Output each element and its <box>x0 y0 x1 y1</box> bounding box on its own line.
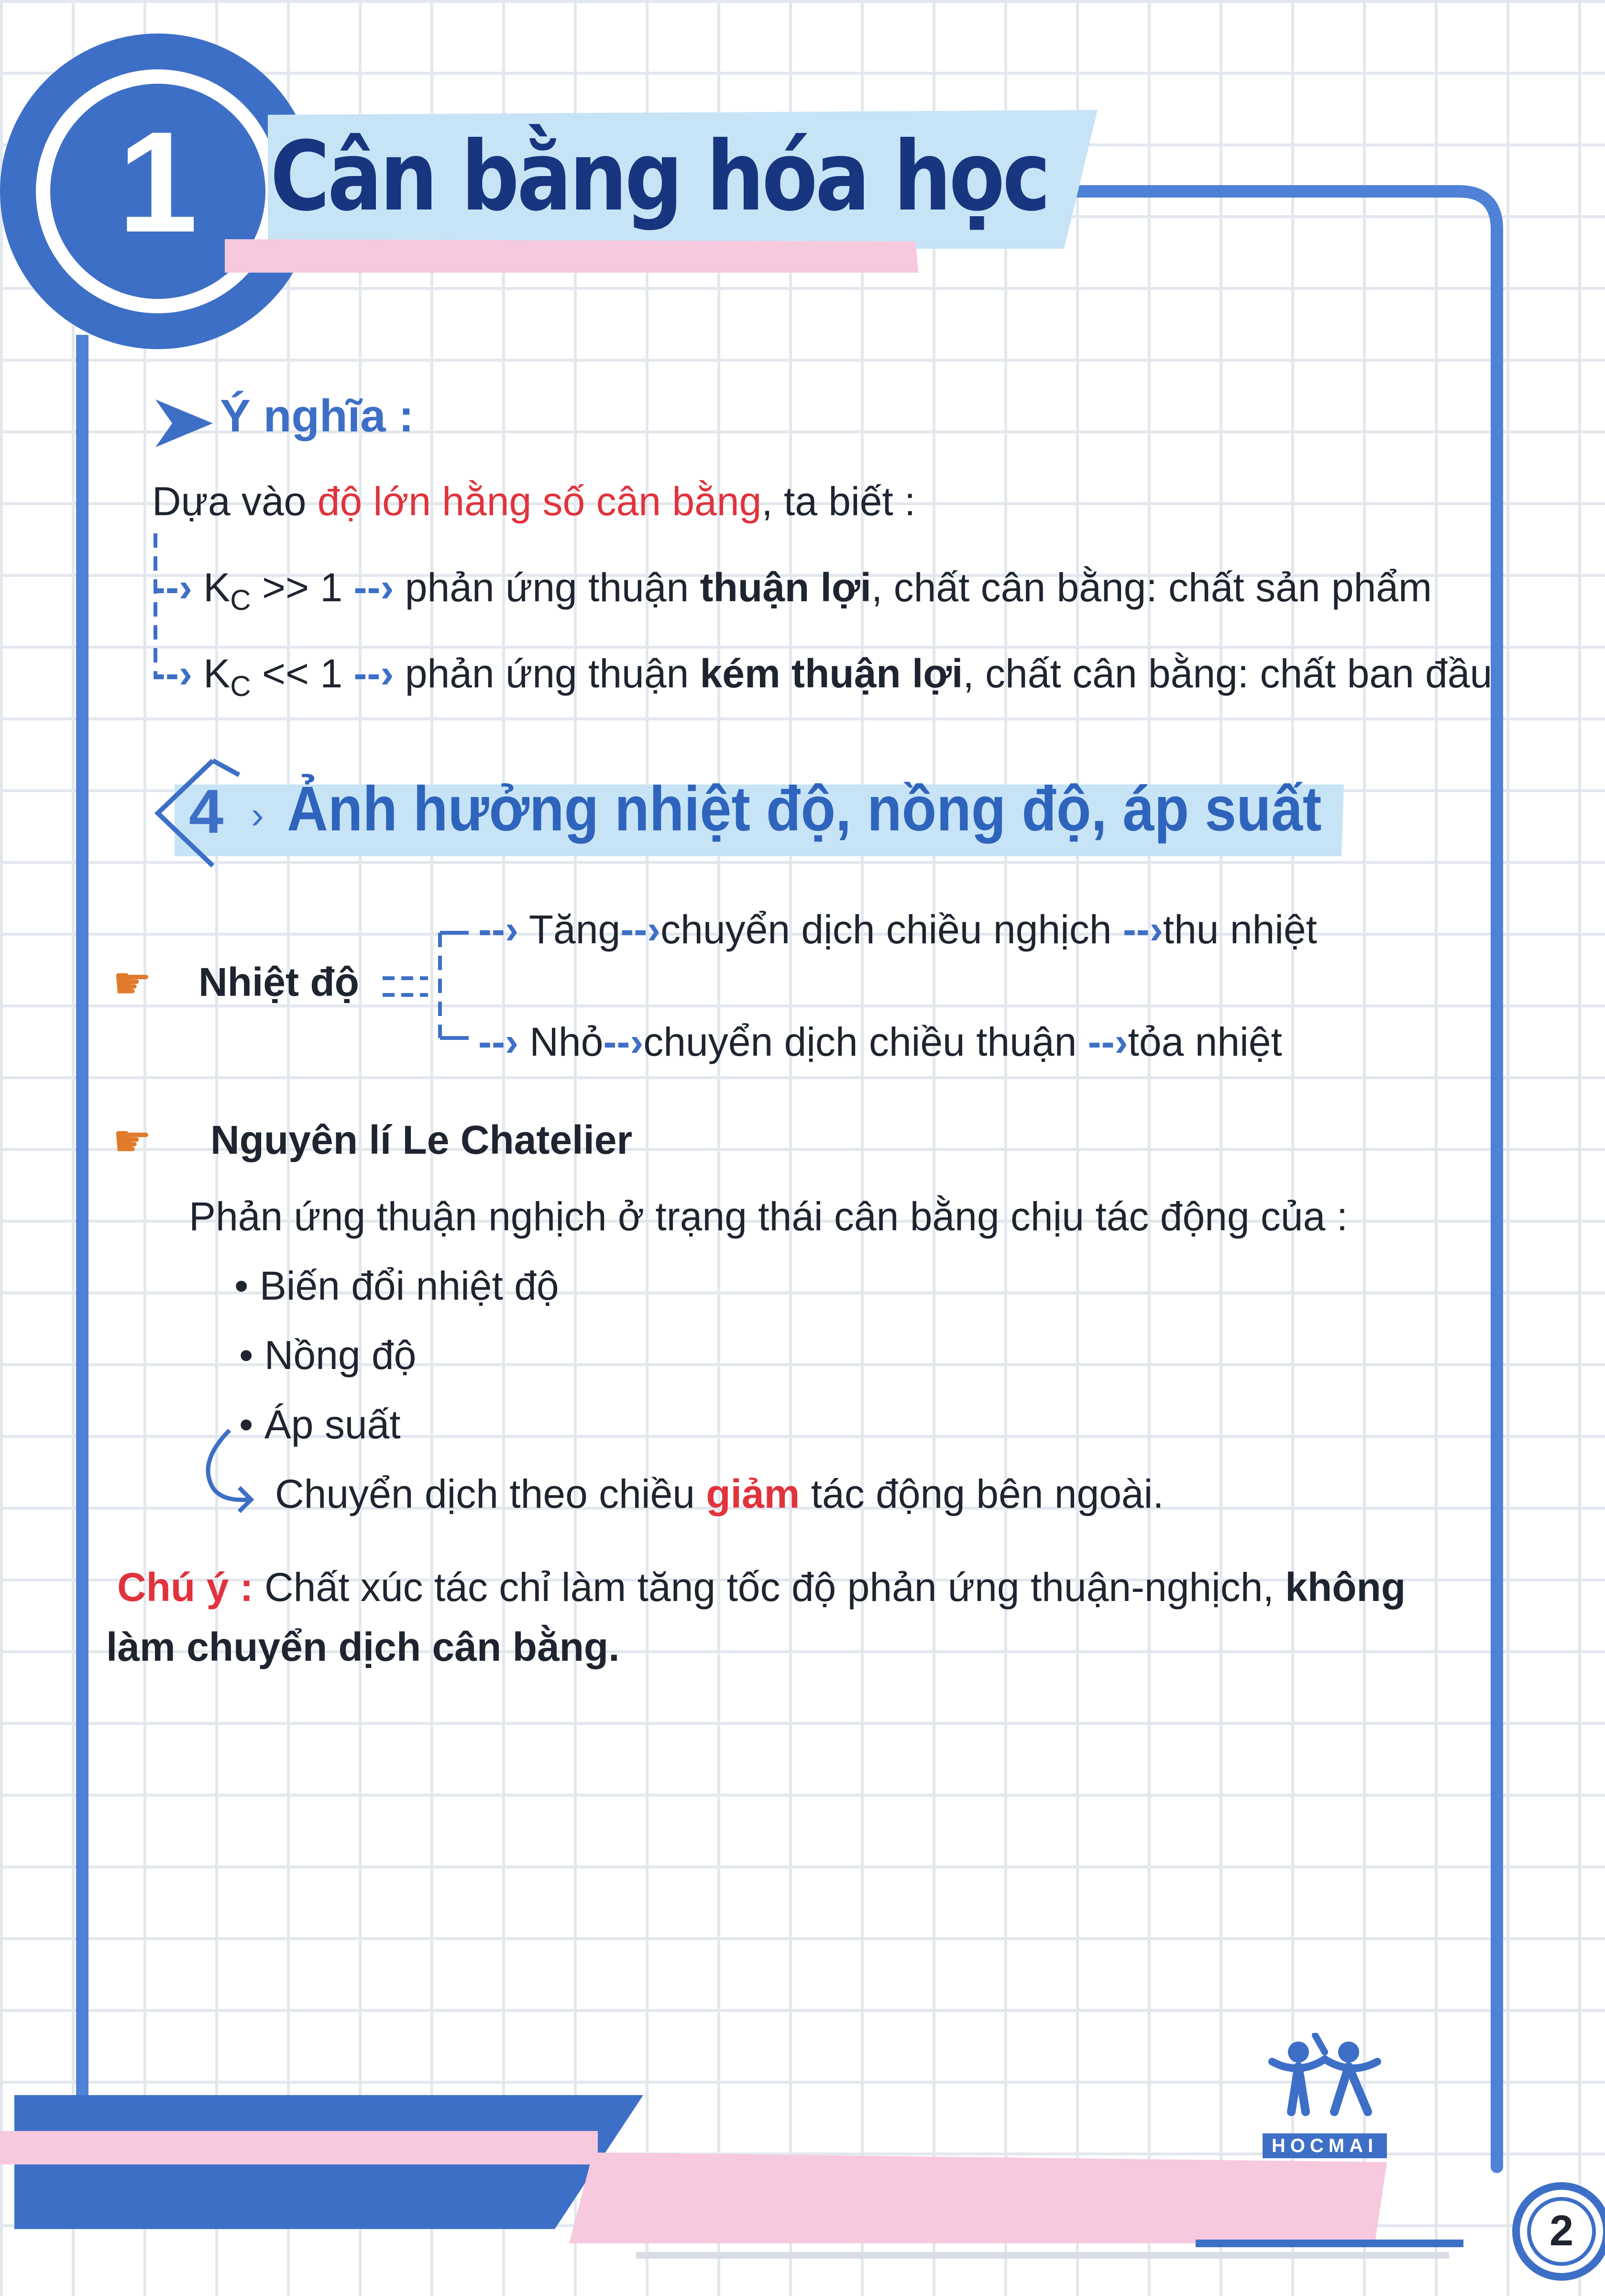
note-text: Chất xúc tác chỉ làm tăng tốc độ phản ứng thuận-nghịch, <box>253 1565 1286 1610</box>
temp-down-a: Nhỏ <box>529 1019 604 1064</box>
chatelier-intro: Phản ứng thuận nghịch ở trạng thái cân bằng chịu tác động của : <box>189 1194 1348 1239</box>
section-heading-meaning: Ý nghĩa : <box>220 390 414 442</box>
bullet-text: Biến đổi nhiệt độ <box>259 1263 559 1308</box>
note-line-2: làm chuyển dịch cân bằng. <box>106 1624 620 1669</box>
note-line-1 <box>117 1564 1406 1611</box>
dash-arrow-icon: --› <box>353 651 394 696</box>
temp-up-c: thu nhiệt <box>1163 907 1317 952</box>
result-after: tác động bên ngoài. <box>800 1471 1164 1516</box>
temperature-label: Nhiệt độ <box>198 960 359 1004</box>
dash-arrow-icon: --› <box>353 565 394 610</box>
k-symbol: K <box>203 565 231 610</box>
bullet-text: Nồng độ <box>264 1333 417 1378</box>
hocmai-logo-icon <box>1258 2033 1392 2133</box>
rule-text-before: phản ứng thuận <box>405 565 700 610</box>
temp-down-c: tỏa nhiệt <box>1128 1019 1282 1064</box>
k-condition: << 1 <box>262 651 343 696</box>
k-symbol: K <box>203 651 231 696</box>
page-number: 2 <box>1549 2207 1574 2255</box>
dash-arrow-icon: --› <box>1122 907 1163 952</box>
page-title: Cân bằng hóa học <box>270 121 1048 232</box>
dash-arrow-icon: --› <box>152 565 192 610</box>
meaning-intro <box>152 478 915 525</box>
chatelier-bullet-1 <box>234 1263 559 1309</box>
note-label: Chú ý : <box>117 1565 253 1610</box>
bullet-text: Áp suất <box>264 1402 401 1447</box>
bullet-icon: • <box>239 1402 264 1447</box>
k-subscript: C <box>230 670 251 702</box>
rule-text-bold: kém thuận lợi <box>700 651 963 696</box>
temp-up-b: chuyển dịch chiều nghịch <box>660 907 1112 952</box>
chatelier-heading: Nguyên lí Le Chatelier <box>210 1117 633 1162</box>
k-condition: >> 1 <box>262 565 343 610</box>
chatelier-bullet-2 <box>239 1332 416 1379</box>
section-4-number: 4 <box>189 776 224 846</box>
dash-arrow-icon: --› <box>603 1019 644 1064</box>
temp-down-b: chuyển dịch chiều thuận <box>643 1019 1077 1064</box>
temperature-decrease <box>478 1019 1282 1065</box>
pointing-hand-icon: ☛ <box>112 1117 152 1166</box>
result-highlight: giảm <box>706 1471 800 1516</box>
note-bold-1: không <box>1285 1565 1406 1610</box>
pointing-hand-icon: ☛ <box>112 959 152 1008</box>
dash-arrow-icon: --› <box>620 907 661 952</box>
rule-text-after: , chất cân bằng: chất ban đầu <box>963 651 1493 696</box>
play-arrow-icon <box>153 397 215 450</box>
intro-before: Dựa vào <box>152 479 318 524</box>
result-before: Chuyển dịch theo chiều <box>275 1471 706 1516</box>
intro-after: , ta biết : <box>761 479 916 524</box>
chevron-right-icon: › <box>251 794 264 836</box>
temperature-increase <box>478 906 1317 953</box>
hocmai-logo-text: HOCMAI <box>1263 2133 1387 2158</box>
chatelier-result <box>275 1471 1164 1517</box>
bullet-icon: • <box>234 1263 260 1308</box>
section-4-title: Ảnh hưởng nhiệt độ, nồng độ, áp suất <box>287 773 1322 844</box>
k-subscript: C <box>230 584 251 616</box>
intro-highlight: độ lớn hằng số cân bằng <box>317 479 762 524</box>
rule-text-bold: thuận lợi <box>700 565 871 610</box>
dash-arrow-icon: --› <box>478 907 518 952</box>
temp-up-a: Tăng <box>528 907 621 952</box>
chatelier-bullet-3 <box>239 1402 401 1448</box>
dash-arrow-icon: --› <box>478 1019 518 1064</box>
chapter-number: 1 <box>118 101 198 262</box>
bullet-icon: • <box>239 1333 264 1378</box>
dash-arrow-icon: --› <box>152 651 192 696</box>
rule-text-after: , chất cân bằng: chất sản phẩm <box>871 565 1432 610</box>
meaning-rule-1 <box>152 564 1432 617</box>
meaning-rule-2 <box>152 651 1492 703</box>
rule-text-before: phản ứng thuận <box>405 651 700 696</box>
dash-arrow-icon: --› <box>1088 1019 1128 1064</box>
